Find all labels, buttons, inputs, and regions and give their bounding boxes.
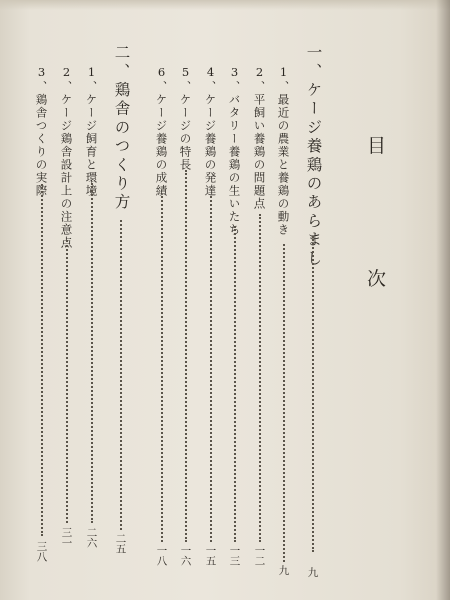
toc-item-1-1[interactable]: 1、最近の農業と養鶏の動き bbox=[276, 65, 291, 237]
toc-leader-dots bbox=[185, 170, 189, 542]
toc-item-1-4-page: 一五 bbox=[204, 545, 217, 566]
toc-heading-char-1: 目 bbox=[367, 135, 387, 157]
toc-leader-dots bbox=[210, 196, 214, 542]
page-top-edge bbox=[0, 0, 450, 10]
toc-leader-dots bbox=[312, 236, 316, 552]
toc-item-2-3-page: 三八 bbox=[35, 541, 48, 562]
page-gutter-shadow bbox=[436, 0, 450, 600]
toc-leader-dots bbox=[66, 240, 70, 523]
toc-item-1-5[interactable]: 5、ケージの特長 bbox=[178, 65, 193, 172]
toc-item-1-5-page: 一六 bbox=[179, 545, 192, 566]
toc-item-1-2-page: 一二 bbox=[253, 545, 266, 566]
toc-leader-dots bbox=[120, 220, 124, 530]
toc-section-1-title[interactable]: 一、ケージ養鶏のあらまし bbox=[304, 44, 323, 269]
toc-item-2-2[interactable]: 2、ケージ鶏舎設計上の注意点 bbox=[59, 65, 74, 250]
toc-item-1-3-page: 一三 bbox=[228, 545, 241, 566]
toc-item-1-4[interactable]: 4、ケージ養鶏の発達 bbox=[203, 65, 218, 198]
toc-leader-dots bbox=[283, 244, 287, 562]
toc-item-1-2[interactable]: 2、平飼い養鶏の問題点 bbox=[252, 65, 267, 211]
toc-heading-char-2: 次 bbox=[367, 268, 387, 290]
toc-leader-dots bbox=[259, 214, 263, 542]
toc-leader-dots bbox=[234, 226, 238, 542]
toc-item-1-1-page: 九 bbox=[277, 565, 290, 576]
toc-item-2-3[interactable]: 3、鶏舎つくりの実際 bbox=[34, 65, 49, 198]
toc-item-1-3[interactable]: 3、バタリー養鶏の生いたち bbox=[227, 65, 242, 237]
toc-item-2-1-page: 二六 bbox=[85, 527, 98, 548]
toc-item-2-2-page: 三一 bbox=[60, 527, 73, 548]
toc-item-1-6-page: 一八 bbox=[155, 545, 168, 566]
toc-section-2-title[interactable]: 二、鶏舎のつくり方 bbox=[112, 44, 131, 213]
toc-leader-dots bbox=[91, 183, 95, 523]
toc-item-1-6[interactable]: 6、ケージ養鶏の成績 bbox=[154, 65, 169, 198]
toc-leader-dots bbox=[41, 184, 45, 536]
toc-section-1-page: 九 bbox=[306, 567, 319, 578]
toc-section-2-page: 二五 bbox=[114, 533, 127, 554]
toc-item-2-1[interactable]: 1、ケージ飼育と環境 bbox=[84, 65, 99, 198]
toc-leader-dots bbox=[161, 196, 165, 542]
